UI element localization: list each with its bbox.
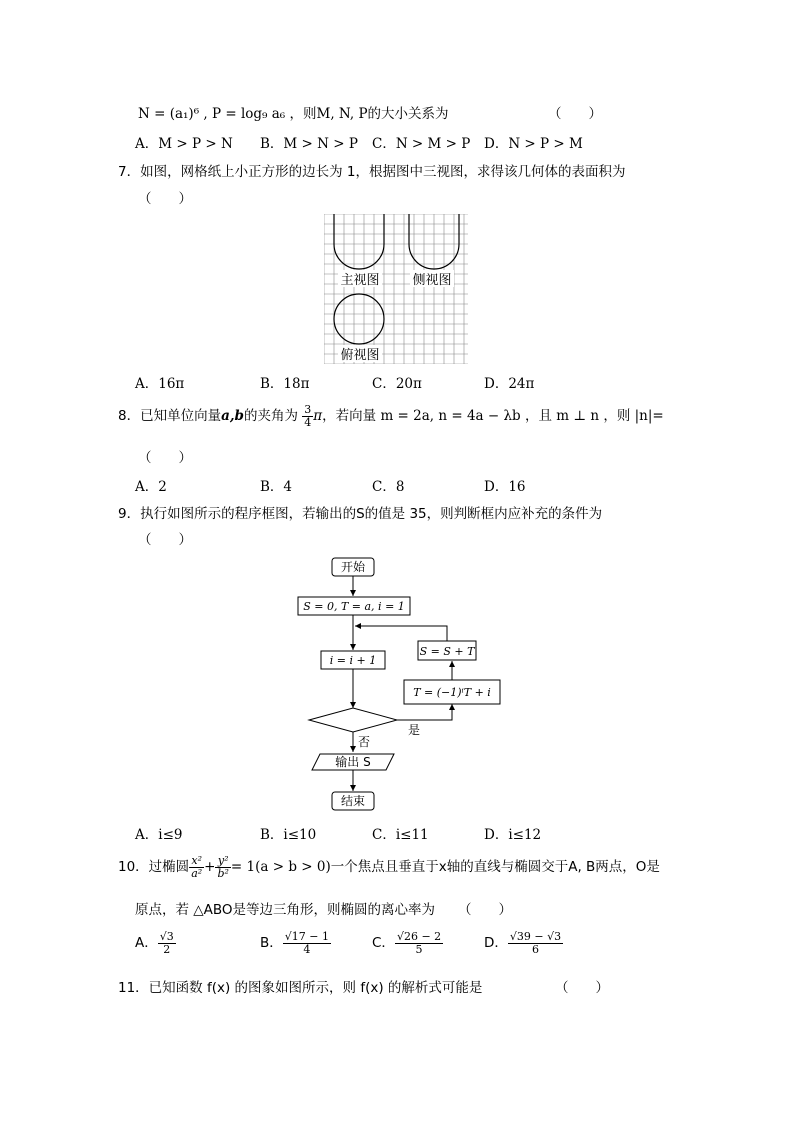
q10-option-d-den: 6 bbox=[532, 942, 540, 956]
q10-pre: 10．过椭圆 bbox=[118, 859, 190, 875]
q6-option-c: C．N > M > P bbox=[372, 136, 471, 152]
q7-option-c: C．20π bbox=[372, 376, 422, 392]
q9-stem: 9．执行如图所示的程序框图，若输出的S的值是 35，则判断框内应补充的条件为 bbox=[118, 506, 603, 522]
q10-option-d-frac bbox=[508, 931, 563, 956]
q10-option-d-num: √39 − √3 bbox=[509, 929, 562, 943]
flow-yes-label: 是 bbox=[408, 723, 421, 737]
q9-option-a: A．i≤9 bbox=[135, 827, 183, 843]
q10-b2: b² bbox=[217, 866, 229, 880]
q11-stem: 11．已知函数 f(x) 的图象如图所示，则 f(x) 的解析式可能是 bbox=[118, 980, 483, 996]
q6-option-a: A．M > P > N bbox=[135, 136, 233, 152]
q10-a2: a² bbox=[191, 866, 203, 880]
q8-vectors: a,b bbox=[221, 408, 244, 424]
flowchart bbox=[290, 554, 506, 814]
three-view-grid-figure bbox=[324, 214, 468, 364]
q6-stem: N = (a₁)⁶ , P = log₉ a₆ ，则M, N, P的大小关系为 bbox=[138, 106, 449, 122]
q7-stem: 7．如图，网格纸上小正方形的边长为 1，根据图中三视图，求得该几何体的表面积为 bbox=[118, 164, 626, 180]
q8-cond: ，若向量 m = 2a, n = 4a − λb ，且 m ⊥ n ，则 |n|= bbox=[322, 408, 664, 424]
q10-option-c-label: C． bbox=[372, 935, 395, 951]
q6-option-b: B．M > N > P bbox=[260, 136, 358, 152]
q10-option-b-label: B． bbox=[260, 935, 283, 951]
q10-option-b bbox=[260, 928, 331, 958]
q9-option-b: B．i≤10 bbox=[260, 827, 317, 843]
q7-option-d: D．24π bbox=[484, 376, 535, 392]
side-view-label: 侧视图 bbox=[412, 273, 452, 288]
q9-option-d: D．i≤12 bbox=[484, 827, 542, 843]
q10-line2: 原点，若 △ABO是等边三角形，则椭圆的离心率为 bbox=[135, 902, 436, 918]
q9-answer-paren: （ ） bbox=[138, 532, 192, 548]
flow-inc-label: i = i + 1 bbox=[329, 654, 377, 667]
q6-option-d: D．N > P > M bbox=[484, 136, 583, 152]
top-view-circle bbox=[334, 294, 384, 344]
flow-no-label: 否 bbox=[358, 735, 371, 749]
q10-option-b-frac bbox=[283, 931, 331, 956]
flow-t-label: T = (−1)ⁱT + i bbox=[413, 686, 491, 699]
front-view-label: 主视图 bbox=[340, 273, 380, 288]
q8-option-c: C．8 bbox=[372, 479, 405, 495]
q7-answer-paren: （ ） bbox=[138, 191, 192, 207]
q10-frac-x bbox=[189, 855, 204, 880]
q10-x2: x² bbox=[189, 855, 204, 868]
flow-start-label: 开始 bbox=[340, 560, 366, 574]
q10-option-a bbox=[135, 928, 176, 958]
q8-option-b: B．4 bbox=[260, 479, 293, 495]
q10-frac-y bbox=[215, 855, 230, 880]
flow-end-label: 结束 bbox=[340, 794, 366, 808]
q8-answer-paren: （ ） bbox=[138, 450, 192, 466]
q10-option-d bbox=[484, 928, 563, 958]
q8-stem bbox=[118, 402, 664, 430]
q10-option-d-label: D． bbox=[484, 935, 508, 951]
q11-answer-paren: （ ） bbox=[555, 980, 609, 996]
q8-pi: π bbox=[313, 408, 323, 424]
q10-stem bbox=[118, 852, 660, 882]
q10-option-c-num: √26 − 2 bbox=[396, 929, 442, 943]
q7-option-b: B．18π bbox=[260, 376, 310, 392]
q8-frac-den: 4 bbox=[304, 415, 312, 429]
q10-option-a-frac bbox=[158, 931, 176, 956]
q6-answer-paren: （ ） bbox=[548, 106, 602, 122]
q10-option-c bbox=[372, 928, 443, 958]
q8-mid: 的夹角为 bbox=[243, 408, 298, 424]
q10-mid: 一个焦点且垂直于x轴的直线与椭圆交于A, B两点，O是 bbox=[330, 859, 660, 875]
q8-option-a: A．2 bbox=[135, 479, 167, 495]
q10-option-b-den: 4 bbox=[303, 942, 311, 956]
q10-option-b-num: √17 − 1 bbox=[284, 929, 329, 943]
top-view-label: 俯视图 bbox=[340, 348, 380, 363]
q7-option-a: A．16π bbox=[135, 376, 185, 392]
q10-option-a-label: A． bbox=[135, 935, 158, 951]
q10-option-c-den: 5 bbox=[415, 942, 423, 956]
grid-lines bbox=[324, 214, 468, 364]
flow-init-label: S = 0, T = a, i = 1 bbox=[303, 600, 405, 613]
q8-pre: 8．已知单位向量 bbox=[118, 408, 222, 424]
q8-fraction bbox=[302, 404, 313, 429]
flow-decision-diamond bbox=[309, 708, 397, 732]
front-view-shape bbox=[334, 214, 384, 269]
q9-option-c: C．i≤11 bbox=[372, 827, 429, 843]
q10-option-a-num: √3 bbox=[159, 929, 174, 943]
flow-output-label: 输出 S bbox=[335, 755, 371, 769]
q8-option-d: D．16 bbox=[484, 479, 526, 495]
q10-answer-paren: （ ） bbox=[458, 902, 512, 918]
flow-sum-label: S = S + T bbox=[419, 645, 475, 658]
q10-option-c-frac bbox=[395, 931, 443, 956]
q10-option-a-den: 2 bbox=[163, 942, 171, 956]
q10-eq: = 1(a > b > 0) bbox=[230, 859, 331, 875]
q10-plus: + bbox=[204, 859, 216, 875]
q10-y2: y² bbox=[215, 855, 230, 868]
q8-frac-num: 3 bbox=[304, 402, 312, 416]
